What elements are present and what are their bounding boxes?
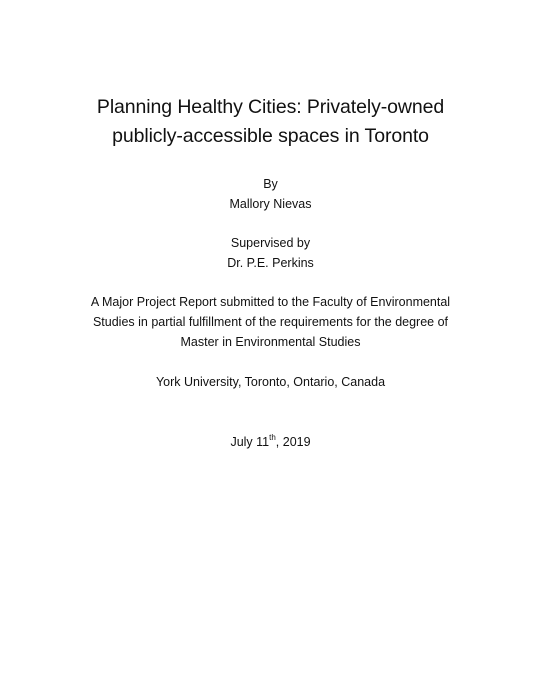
- date-year: , 2019: [275, 435, 311, 449]
- submission-date: [0, 432, 541, 452]
- submission-line-3: Master in Environmental Studies: [180, 335, 361, 349]
- by-label: By: [263, 177, 278, 191]
- university-affiliation: York University, Toronto, Ontario, Canada: [155, 375, 386, 389]
- supervised-by-label: Supervised by: [230, 236, 311, 250]
- author-name: Mallory Nievas: [229, 197, 312, 211]
- date-day: July 11: [230, 435, 270, 449]
- title-line-1: Planning Healthy Cities: Privately-owned: [96, 96, 445, 118]
- title-line-2: publicly-accessible spaces in Toronto: [112, 125, 429, 147]
- date-ordinal-suffix: th: [269, 432, 276, 442]
- submission-line-1: A Major Project Report submitted to the Faculty of Environmental: [90, 295, 451, 309]
- submission-line-2: Studies in partial fulfillment of the requirements for the degree of: [92, 315, 449, 329]
- document-title: [0, 93, 541, 151]
- submission-statement: [0, 292, 541, 352]
- supervisor-name: Dr. P.E. Perkins: [227, 256, 314, 270]
